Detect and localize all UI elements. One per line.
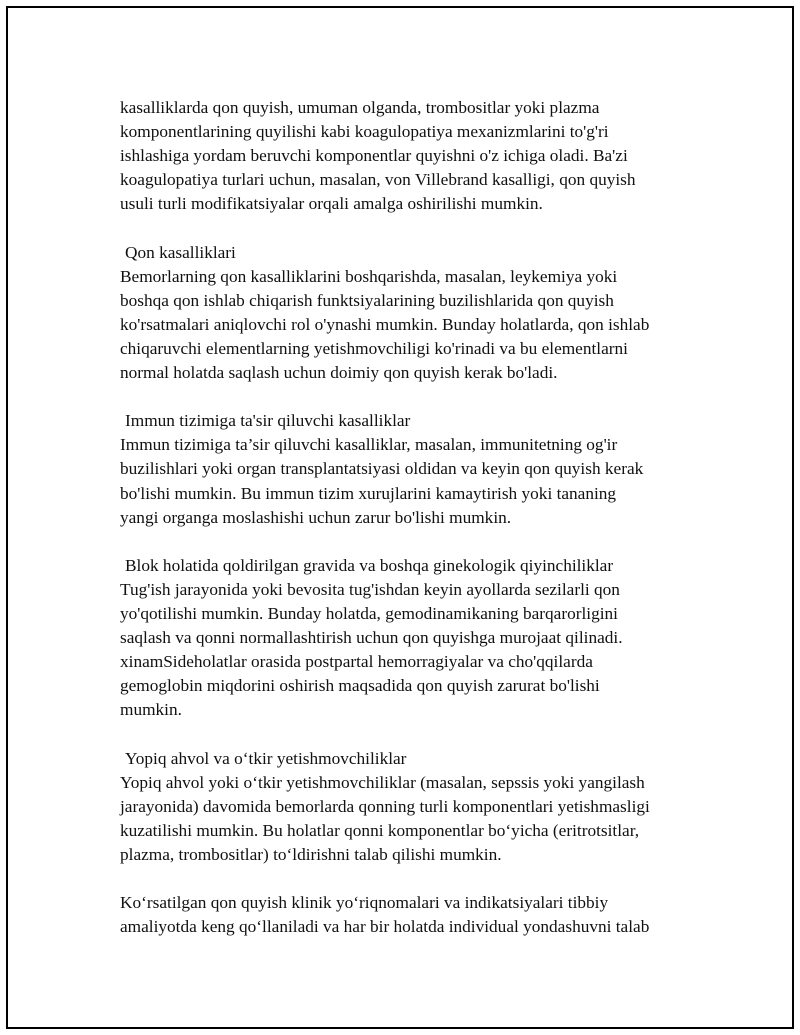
text-line: koagulopatiya turlari uchun, masalan, von Villebrand kasalligi, qon quyish — [120, 170, 636, 190]
section-yopiq-ahvol — [120, 747, 700, 867]
paragraph-gap — [120, 385, 700, 409]
text-line: mumkin. — [120, 700, 182, 720]
text-line: jarayonida) davomida bemorlarda qonning turli komponentlari yetishmasligi — [120, 796, 650, 816]
text-line: Tug'ish jarayonida yoki bevosita tug'ishdan keyin ayollarda sezilarli qon — [120, 579, 620, 599]
text-line: bo'lishi mumkin. Bu immun tizim xurujlarini kamaytirish yoki tananing — [120, 483, 617, 503]
text-line: Yopiq ahvol yoki o‘tkir yetishmovchiliklar (masalan, sepssis yoki yangilash — [120, 772, 645, 792]
text-line: Bemorlarning qon kasalliklarini boshqarishda, masalan, leykemiya yoki — [120, 266, 618, 286]
text-line: usuli turli modifikatsiyalar orqali amalga oshirilishi mumkin. — [120, 194, 543, 214]
section-qon-kasalliklari — [120, 241, 700, 386]
text-line: chiqaruvchi elementlarning yetishmovchiligi ko'rinadi va bu elementlarni — [120, 338, 628, 358]
text-line: kuzatilishi mumkin. Bu holatlar qonni komponentlar bo‘yicha (eritrotsitlar, — [120, 820, 640, 840]
paragraph-intro — [120, 96, 700, 216]
paragraph-gap — [120, 722, 700, 746]
text-line: ishlashiga yordam beruvchi komponentlar quyishni o'z ichiga oladi. Ba'zi — [120, 146, 628, 166]
text-line: buzilishlari yoki organ transplantatsiyasi oldidan va keyin qon quyish kerak — [120, 459, 644, 479]
section-ginekologik — [120, 554, 700, 723]
paragraph-gap — [120, 216, 700, 240]
section-heading: Blok holatida qoldirilgan gravida va boshqa ginekologik qiyinchiliklar — [125, 555, 614, 575]
text-line: gemoglobin miqdorini oshirish maqsadida qon quyish zarurat bo'lishi — [120, 676, 600, 696]
section-immun-tizimi — [120, 409, 700, 529]
text-line: boshqa qon ishlab chiqarish funktsiyalarining buzilishlarida qon quyish — [120, 290, 614, 310]
section-heading: Immun tizimiga ta'sir qiluvchi kasalliklar — [125, 411, 411, 431]
section-heading: Qon kasalliklari — [125, 242, 236, 262]
text-line: amaliyotda keng qo‘llaniladi va har bir holatda individual yondashuvni talab — [120, 917, 650, 937]
paragraph-gap — [120, 867, 700, 891]
text-line: komponentlarining quyilishi kabi koagulopatiya mexanizmlarini to'g'ri — [120, 122, 609, 142]
text-line: saqlash va qonni normallashtirish uchun qon quyishga murojaat qilinadi. — [120, 628, 623, 648]
text-line: xinamSideholatlar orasida postpartal hemorragiyalar va cho'qqilarda — [120, 652, 593, 672]
text-line: Immun tizimiga ta’sir qiluvchi kasalliklar, masalan, immunitetning og'ir — [120, 435, 618, 455]
document-page — [6, 6, 794, 1029]
paragraph-gap — [120, 530, 700, 554]
text-line: plazma, trombositlar) to‘ldirishni talab qilishi mumkin. — [120, 844, 502, 864]
text-line: ko'rsatmalari aniqlovchi rol o'ynashi mumkin. Bunday holatlarda, qon ishlab — [120, 314, 650, 334]
text-line: kasalliklarda qon quyish, umuman olganda, trombositlar yoki plazma — [120, 98, 600, 117]
section-heading: Yopiq ahvol va o‘tkir yetishmovchiliklar — [125, 748, 407, 768]
text-line: yangi organga moslashishi uchun zarur bo'lishi mumkin. — [120, 507, 512, 527]
text-line: normal holatda saqlash uchun doimiy qon quyish kerak bo'ladi. — [120, 363, 558, 383]
text-line: yo'qotilishi mumkin. Bunday holatda, gemodinamikaning barqarorligini — [120, 603, 618, 623]
paragraph-conclusion — [120, 891, 700, 939]
text-line: Ko‘rsatilgan qon quyish klinik yo‘riqnomalari va indikatsiyalari tibbiy — [120, 893, 609, 913]
document-body — [120, 96, 700, 939]
